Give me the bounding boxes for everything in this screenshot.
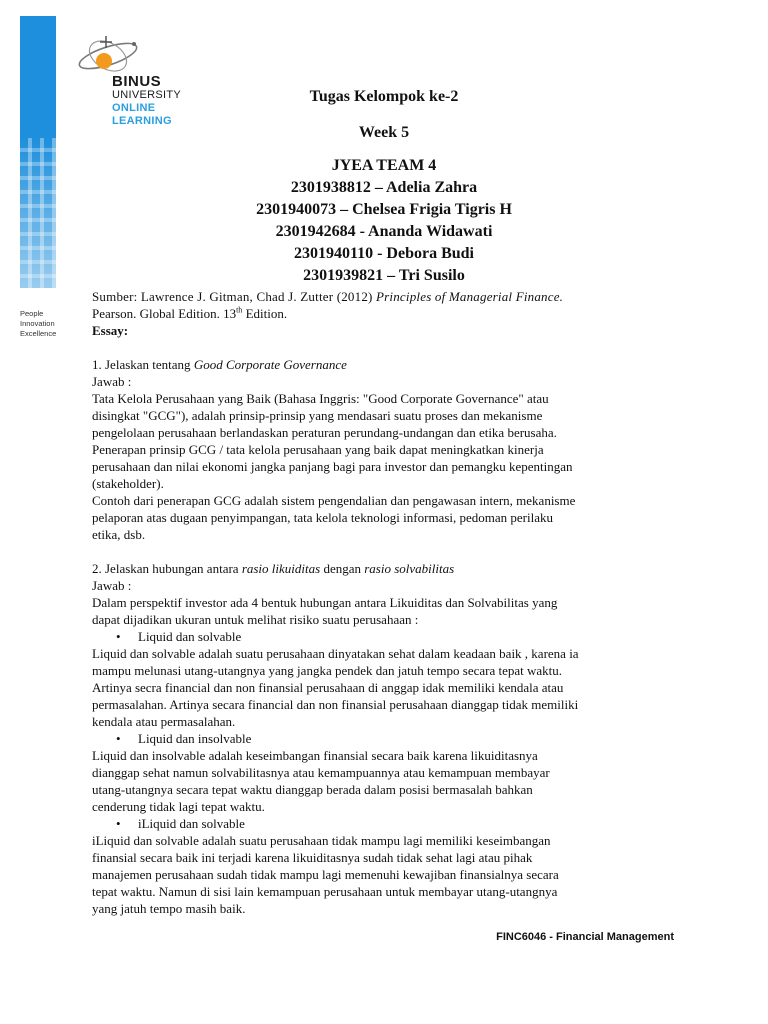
- tagline-line: People: [20, 309, 44, 318]
- logo-learning-text: LEARNING: [112, 115, 172, 127]
- answer-line: yang jatuh tempo masih baik.: [92, 901, 246, 916]
- university-tagline: [20, 309, 90, 339]
- answer-line: mampu melunasi utang-utangnya yang jangka pendek dan jatuh tempo secara tepat waktu.: [92, 663, 563, 678]
- logo-online-text: ONLINE: [112, 102, 156, 114]
- logo-binus-text: BINUS: [112, 73, 162, 90]
- tagline-line: Excellence: [20, 329, 57, 338]
- tagline-line: Innovation: [20, 319, 55, 328]
- answer-line: Dalam perspektif investor ada 4 bentuk hubungan antara Likuiditas dan Solvabilitas yang: [92, 595, 558, 610]
- answer-line: permasalahan. Artinya secara financial dan non finansial perusahaan dianggap tidak memiliki: [92, 697, 579, 712]
- team-member: 2301938812 – Adelia Zahra: [290, 179, 478, 196]
- answer-line: Contoh dari penerapan GCG adalah sistem pengendalian dan pengawasan intern, mekanisme: [92, 493, 576, 508]
- document-body: [92, 288, 676, 917]
- answer-line: Artinya secra financial dan non finansial perusahaan di anggap idak memiliki kendala atau: [92, 680, 564, 695]
- answer-label: Jawab :: [92, 374, 132, 389]
- week-label: Week 5: [358, 124, 410, 141]
- team-member: 2301940073 – Chelsea Frigia Tigris H: [256, 201, 512, 218]
- answer-line: Penerapan prinsip GCG / tata kelola perusahaan yang baik dapat meningkatkan kinerja: [92, 442, 544, 457]
- bullet-title: iLiquid dan solvable: [138, 816, 245, 831]
- answer-line: perusahaan dan nilai ekonomi jangka panjang bagi para investor dan pemangku kepentingan: [92, 459, 573, 474]
- answer-line: Tata Kelola Perusahaan yang Baik (Bahasa Inggris: "Good Corporate Governance" atau: [92, 391, 549, 406]
- bullet-icon: •: [116, 731, 121, 746]
- team-member: 2301940110 - Debora Budi: [293, 245, 474, 262]
- question-2: 2. Jelaskan hubungan antara rasio likuiditas dengan rasio solvabilitas: [92, 561, 455, 576]
- logo-university-text: UNIVERSITY: [112, 89, 182, 101]
- answer-line: dianggap sehat namun solvabilitasnya atau kemampuannya atau kemampuan membayar: [92, 765, 550, 780]
- source-citation-line2: Pearson. Global Edition. 13th Edition.: [92, 305, 288, 321]
- logo-orbit-icon: [76, 34, 146, 76]
- answer-line: pelaporan atas dugaan penyimpangan, tata kelola teknologi informasi, pedoman perilaku: [92, 510, 553, 525]
- bullet-title: Liquid dan solvable: [138, 629, 242, 644]
- bullet-item: [92, 730, 676, 747]
- answer-line: Liquid dan insolvable adalah keseimbangan finansial secara baik karena likuiditasnya: [92, 748, 538, 763]
- bullet-item: [92, 628, 676, 645]
- answer-line: tepat waktu. Namun di sisi lain kemampuan perusahaan untuk membayar utang-utangnya: [92, 884, 558, 899]
- logo-wordmark: [112, 74, 181, 128]
- binus-logo: [72, 34, 192, 134]
- answer-line: pengelolaan perusahaan berlandaskan peraturan perundang-undangan dan etika berusaha.: [92, 425, 557, 440]
- bullet-item: [92, 815, 676, 832]
- question-1: 1. Jelaskan tentang Good Corporate Governance: [92, 357, 347, 372]
- decorative-side-strip: [20, 16, 56, 288]
- bullet-title: Liquid dan insolvable: [138, 731, 252, 746]
- team-member: 2301942684 - Ananda Widawati: [275, 223, 493, 240]
- essay-heading: Essay:: [92, 323, 129, 338]
- answer-line: iLiquid dan solvable adalah suatu perusahaan tidak mampu lagi memiliki keseimbangan: [92, 833, 551, 848]
- answer-line: etika, dsb.: [92, 527, 146, 542]
- answer-line: disingkat "GCG"), adalah prinsip-prinsip yang mendasari suatu proses dan mekanisme: [92, 408, 543, 423]
- book-title: Principles of Managerial Finance.: [376, 289, 564, 304]
- answer-line: kendala atau permasalahan.: [92, 714, 236, 729]
- answer-line: Liquid dan solvable adalah suatu perusahaan dinyatakan sehat dalam keadaan baik , karena ia: [92, 646, 579, 661]
- bullet-icon: •: [116, 816, 121, 831]
- course-footer: FINC6046 - Financial Management: [496, 931, 674, 943]
- bullet-icon: •: [116, 629, 121, 644]
- answer-line: cenderung tidak lagi tepat waktu.: [92, 799, 265, 814]
- answer-line: utang-utangnya secara tepat waktu dianggap berada dalam posisi bermasalah bahkan: [92, 782, 533, 797]
- source-citation: Sumber: Lawrence J. Gitman, Chad J. Zutter (2012) Principles of Managerial Finance.: [92, 289, 564, 304]
- answer-line: finansial secara baik ini terjadi karena likuiditasnya sudah tidak sehat lagi atau pihak: [92, 850, 533, 865]
- answer-line: dapat dijadikan ukuran untuk melihat risiko suatu perusahaan :: [92, 612, 419, 627]
- answer-line: (stakeholder).: [92, 476, 164, 491]
- team-member: 2301939821 – Tri Susilo: [303, 267, 465, 284]
- team-name: JYEA TEAM 4: [331, 157, 437, 174]
- answer-line: manajemen perusahaan sudah tidak mampu lagi memenuhi kewajiban finansialnya secara: [92, 867, 559, 882]
- answer-label: Jawab :: [92, 578, 132, 593]
- assignment-title: Tugas Kelompok ke-2: [309, 88, 459, 105]
